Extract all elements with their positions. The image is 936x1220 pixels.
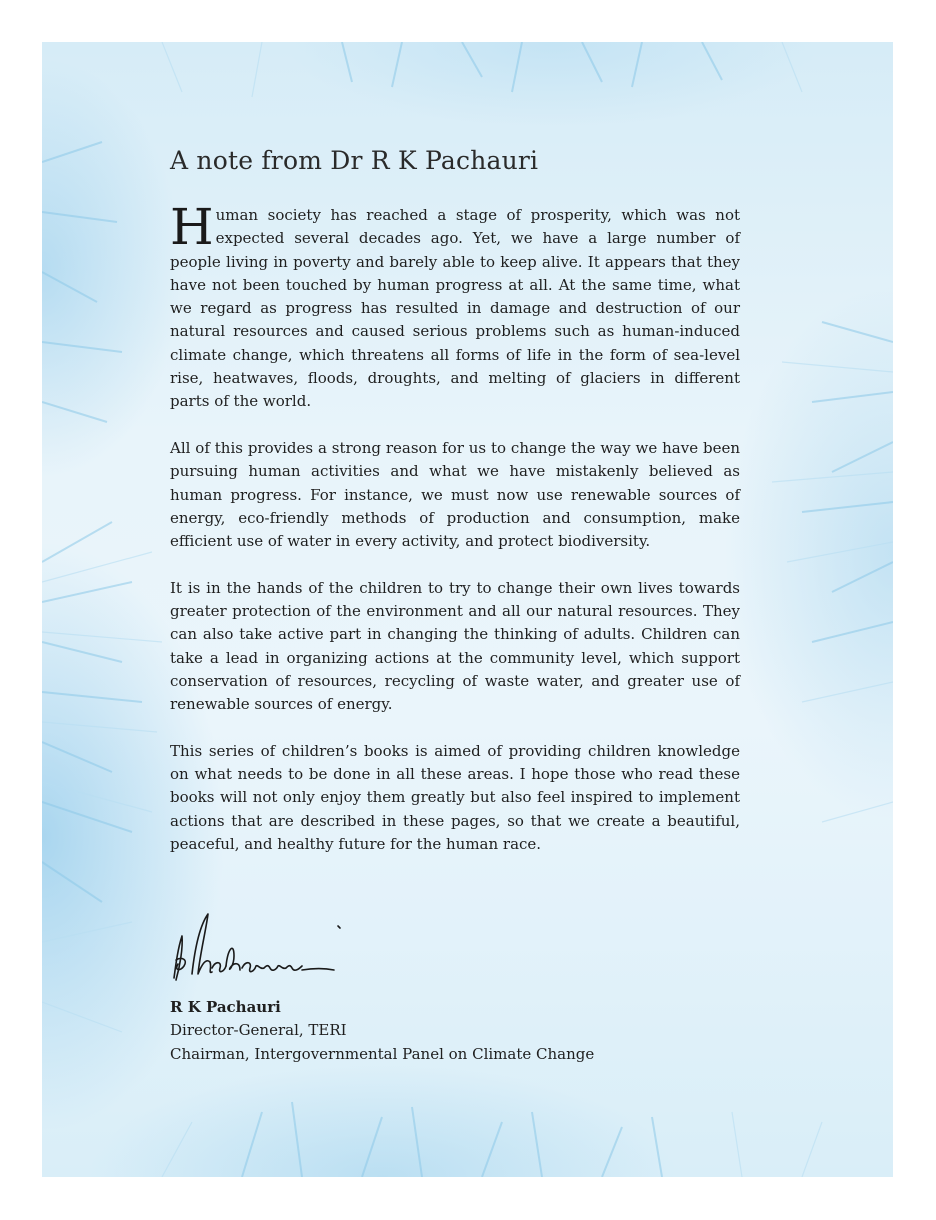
letter-body xyxy=(170,198,740,880)
paragraph-1 xyxy=(170,198,740,414)
paragraph-4: This series of children’s books is aimed of providing children knowledge on what needs to be done in all these areas. I hope those who read these books will not only enjoy them greatly but also feel inspired to implement actions that are described in these pages, so that we create a beautiful, peaceful, and healthy future for the human race. xyxy=(170,741,740,854)
paragraph-1-text: uman society has reached a stage of prosperity, which was not expected several decades ago. Yet, we have a large number of people living in poverty and barely able to keep alive. It appears that they have not been touched by human progress at all. At the same time, what we regard as progress has resulted in damage and destruction of our natural resources and caused serious problems such as human-induced climate change, which threatens all forms of life in the form of sea-level rise, heatwaves, floods, droughts, and melting of glaciers in different parts of the world. xyxy=(170,206,740,411)
paragraph-2: All of this provides a strong reason for us to change the way we have been pursuing human activities and what we have mistakenly believed as human progress. For instance, we must now use renewable sources of energy, eco-friendly methods of production and consumption, make efficient use of water in every activity, and protect biodiversity. xyxy=(170,438,740,551)
note-page xyxy=(42,42,893,1177)
signatory-role-2: Chairman, Intergovernmental Panel on Climate Change xyxy=(170,1044,595,1063)
signatory-role-1: Director-General, TERI xyxy=(170,1021,347,1040)
paragraph-3: It is in the hands of the children to try to change their own lives towards greater protection of the environment and all our natural resources. They can also take active part in changing the thinking of adults. Children can take a lead in organizing actions at the community level, which support conservation of resources, recycling of waste water, and greater use of renewable sources of energy. xyxy=(170,578,740,714)
signatory-name: R K Pachauri xyxy=(170,998,281,1016)
drop-cap: H xyxy=(170,198,214,256)
page-title: A note from Dr R K Pachauri xyxy=(170,146,539,175)
signature-icon xyxy=(168,908,348,988)
signature-block xyxy=(170,996,594,1066)
